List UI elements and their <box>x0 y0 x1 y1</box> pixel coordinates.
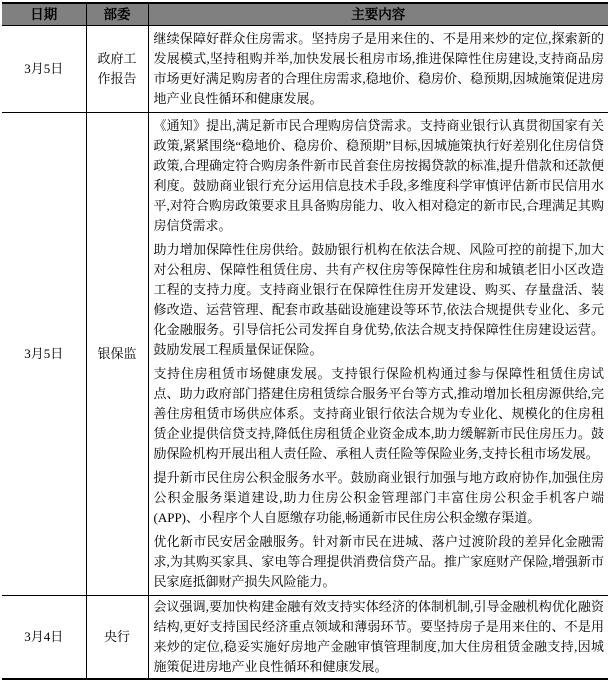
content-paragraph: 提升新市民住房公积金服务水平。鼓励商业银行加强与地方政府协作,加强住房公积金服务渠道建设,助力住房公积金管理部门丰富住房公积金手机客户端(APP)、小程序个人自愿缴存功能,畅通新市民住房公积金缴存渠道。 <box>153 470 604 525</box>
date-cell: 3月4日 <box>2 596 86 680</box>
date-cell: 3月5日 <box>2 113 86 596</box>
ministry-cell: 央行 <box>86 596 148 680</box>
policy-table <box>2 2 608 680</box>
content-cell <box>148 113 608 596</box>
content-paragraph: 助力增加保障性住房供给。鼓励银行机构在依法合规、风险可控的前提下,加大对公租房、保障性租赁住房、共有产权住房等保障性住房和城镇老旧小区改造工程的支持力度。支持商业银行在保障性住房开发建设、购买、存量盘活、装修改造、运营管理、配套市政基础设施建设等环节,依法合规提供专业化、多元化金融服务。引导信托公司发挥自身优势,依法合规支持保障性住房建设运营。鼓励发展工程质量保证保险。 <box>153 242 604 357</box>
ministry-cell: 政府工作报告 <box>86 26 148 113</box>
table-row-cbirc <box>2 113 608 596</box>
date-cell: 3月5日 <box>24 61 64 76</box>
content-paragraph: 优化新市民安居金融服务。针对新市民在进城、落户过渡阶段的差异化金融需求,为其购买家具、家电等合理提供消费信贷产品。推广家庭财产保险,增强新市民家庭抵御财产损失风险能力。 <box>153 534 604 589</box>
content-cell <box>148 596 608 680</box>
content-paragraph: 会议强调,要加快构建金融有效支持实体经济的体制机制,引导金融机构优化融资结构,更好支持国民经济重点领域和薄弱环节。要坚持房子是用来住的、不是用来炒的定位,稳妥实施好房地产金融审慎管理制度,加大住房租赁金融支持,因城施策促进房地产业良性循环和健康发展。 <box>153 599 604 674</box>
header-row <box>2 3 608 26</box>
column-header-content: 主要内容 <box>148 3 608 26</box>
column-header-date: 日期 <box>2 3 86 26</box>
table-row-pboc <box>2 596 608 680</box>
content-paragraph: 《通知》提出,满足新市民合理购房信贷需求。支持商业银行认真贯彻国家有关政策,紧紧围绕“稳地价、稳房价、稳预期”目标,因城施策执行好差别化住房信贷政策,合理确定符合购房条件新市民首套住房按揭贷款的标准,提升借款和还款便利度。鼓励商业银行充分运用信息技术手段,多维度科学审慎评估新市民信用水平,对符合购房政策要求且具备购房能力、收入相对稳定的新市民,合理满足其购房信贷需求。 <box>153 118 604 233</box>
column-header-ministry: 部委 <box>86 3 148 26</box>
content-paragraph: 继续保障好群众住房需求。坚持房子是用来住的、不是用来炒的定位,探索新的发展模式,坚持租购并举,加快发展长租房市场,推进保障性住房建设,支持商品房市场更好满足购房者的合理住房需求,稳地价、稳房价、稳预期,因城施策促进房地产业良性循环和健康发展。 <box>153 31 604 106</box>
table-row-gov-work-report <box>2 26 608 113</box>
ministry-cell: 银保监 <box>86 113 148 596</box>
content-paragraph: 支持住房租赁市场健康发展。支持银行保险机构通过参与保障性租赁住房试点、助力政府部门搭建住房租赁综合服务平台等方式,推动增加长租房源供给,完善住房租赁市场供应体系。支持商业银行依法合规为专业化、规模化的住房租赁企业提供信贷支持,降低住房租赁企业资金成本,助力缓解新市民住房压力。鼓励保险机构开展出租人责任险、承租人责任险等保险业务,支持长租市场发展。 <box>153 366 604 461</box>
content-cell <box>148 26 608 113</box>
